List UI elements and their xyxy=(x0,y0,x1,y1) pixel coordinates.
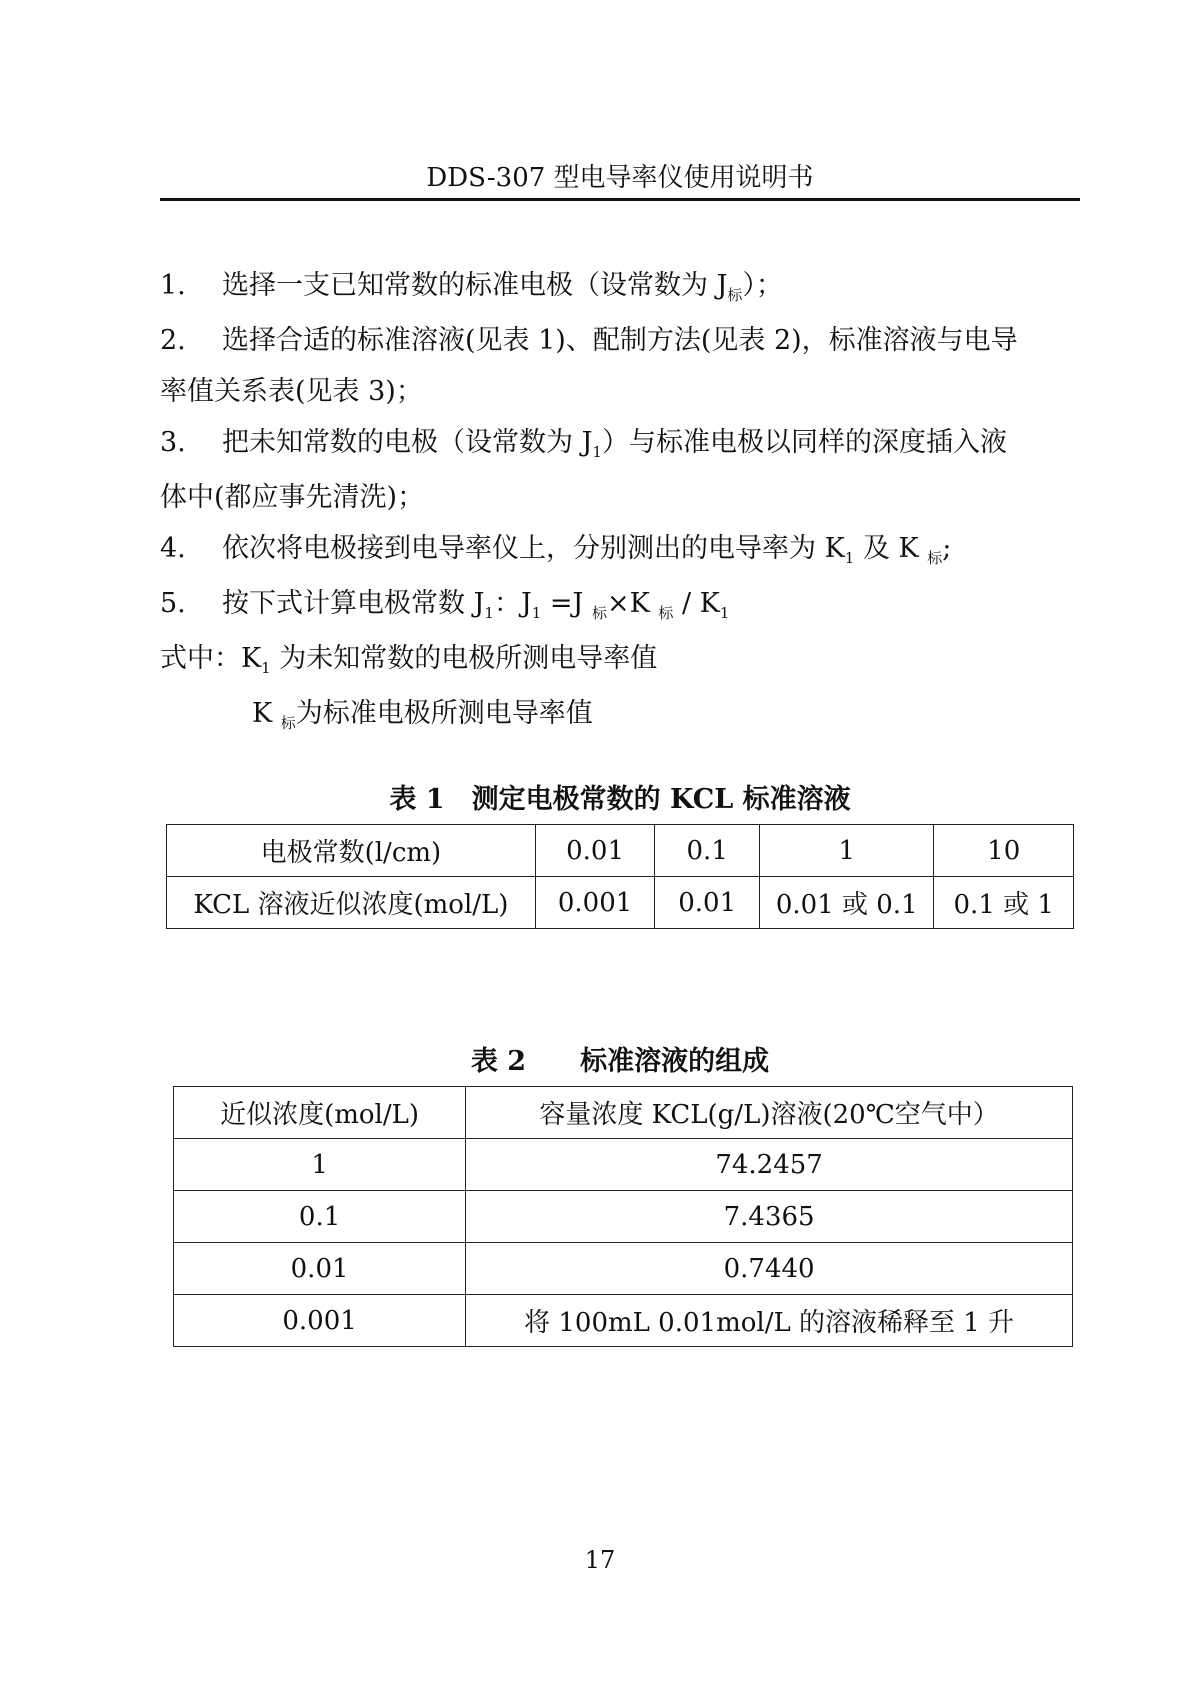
subscript: 1 xyxy=(261,659,271,677)
table-cell: 0.1 或 1 xyxy=(934,877,1074,929)
table-cell: 0.01 xyxy=(174,1243,466,1295)
table-row xyxy=(174,1191,1073,1243)
step-text: 把未知常数的电极（设常数为 J xyxy=(222,427,593,458)
step-2-continued: 率值关系表(见表 3)； xyxy=(160,376,423,407)
subscript: 1 xyxy=(531,604,542,622)
subscript: 1 xyxy=(719,604,730,622)
step-number: 2. xyxy=(160,325,186,356)
where-text: 为标准电极所测电导率值 xyxy=(295,698,593,729)
table1 xyxy=(166,824,1074,929)
table-header-cell: 近似浓度(mol/L) xyxy=(174,1087,466,1139)
subscript: 1 xyxy=(484,604,494,622)
header-divider xyxy=(160,198,1080,201)
subscript: 标 xyxy=(591,604,607,622)
step-text: ×K xyxy=(606,588,659,619)
step-3 xyxy=(160,417,1085,472)
table-cell: 1 xyxy=(760,825,934,877)
subscript: 标 xyxy=(658,604,674,622)
subscript: 1 xyxy=(844,549,855,567)
table-cell: 0.1 xyxy=(655,825,760,877)
subscript: 标 xyxy=(927,549,943,567)
table-cell: 0.01 xyxy=(535,825,655,877)
step-number: 5. xyxy=(160,588,186,619)
step-text: ：J xyxy=(493,588,532,619)
step-text: / K xyxy=(673,588,720,619)
table-cell: 0.001 xyxy=(535,877,655,929)
where-line-1 xyxy=(160,633,1085,688)
table-cell: 0.7440 xyxy=(466,1243,1073,1295)
step-number: 1. xyxy=(160,270,186,301)
table-cell: 0.001 xyxy=(174,1295,466,1347)
step-number: 4. xyxy=(160,533,186,564)
step-text: 依次将电极接到电导率仪上，分别测出的电导率为 K xyxy=(222,533,845,564)
table-header-row xyxy=(174,1087,1073,1139)
table-row xyxy=(167,825,1074,877)
step-number: 3. xyxy=(160,427,186,458)
table-cell: 7.4365 xyxy=(466,1191,1073,1243)
step-5 xyxy=(160,578,1085,633)
step-text: 选择合适的标准溶液(见表 1)、配制方法(见表 2)，标准溶液与电导 xyxy=(222,325,1018,356)
step-3-continued: 体中(都应事先清洗)； xyxy=(160,482,425,513)
table-cell: 0.01 xyxy=(655,877,760,929)
subscript: 标 xyxy=(727,286,743,304)
table-cell: 0.1 xyxy=(174,1191,466,1243)
table-cell: 将 100mL 0.01mol/L 的溶液稀释至 1 升 xyxy=(466,1295,1073,1347)
table-cell: 1 xyxy=(174,1139,466,1191)
table-cell: 74.2457 xyxy=(466,1139,1073,1191)
table-cell: 10 xyxy=(934,825,1074,877)
step-text: =J xyxy=(541,588,592,619)
table2 xyxy=(173,1086,1073,1347)
step-text: ; xyxy=(942,533,952,564)
procedure-text xyxy=(160,260,1085,743)
subscript: 标 xyxy=(280,714,296,732)
where-text: K xyxy=(252,698,281,729)
step-text: 选择一支已知常数的标准电极（设常数为 J xyxy=(222,270,728,301)
table-row xyxy=(167,877,1074,929)
step-4 xyxy=(160,523,1085,578)
where-line-2 xyxy=(160,688,1085,743)
table-row xyxy=(174,1139,1073,1191)
table-row xyxy=(174,1295,1073,1347)
page-header: DDS-307 型电导率仪使用说明书 xyxy=(426,163,814,193)
where-text: 式中：K xyxy=(160,643,262,674)
step-text: 及 K xyxy=(854,533,928,564)
table-cell: 0.01 或 0.1 xyxy=(760,877,934,929)
where-text: 为未知常数的电极所测电导率值 xyxy=(270,643,658,674)
table-row xyxy=(174,1243,1073,1295)
table-cell: KCL 溶液近似浓度(mol/L) xyxy=(167,877,536,929)
step-text: 按下式计算电极常数 J xyxy=(222,588,485,619)
table-cell: 电极常数(l/cm) xyxy=(167,825,536,877)
table1-caption: 表 1 测定电极常数的 KCL 标准溶液 xyxy=(389,784,851,815)
page-number: 17 xyxy=(584,1546,616,1574)
step-text: ）； xyxy=(742,270,783,301)
step-text: ）与标准电极以同样的深度插入液 xyxy=(601,427,1007,458)
table-header-cell: 容量浓度 KCL(g/L)溶液(20℃空气中） xyxy=(466,1087,1073,1139)
table2-caption: 表 2 标准溶液的组成 xyxy=(470,1046,770,1077)
step-1 xyxy=(160,260,1085,315)
subscript: 1 xyxy=(592,443,602,461)
step-2 xyxy=(160,315,1085,366)
